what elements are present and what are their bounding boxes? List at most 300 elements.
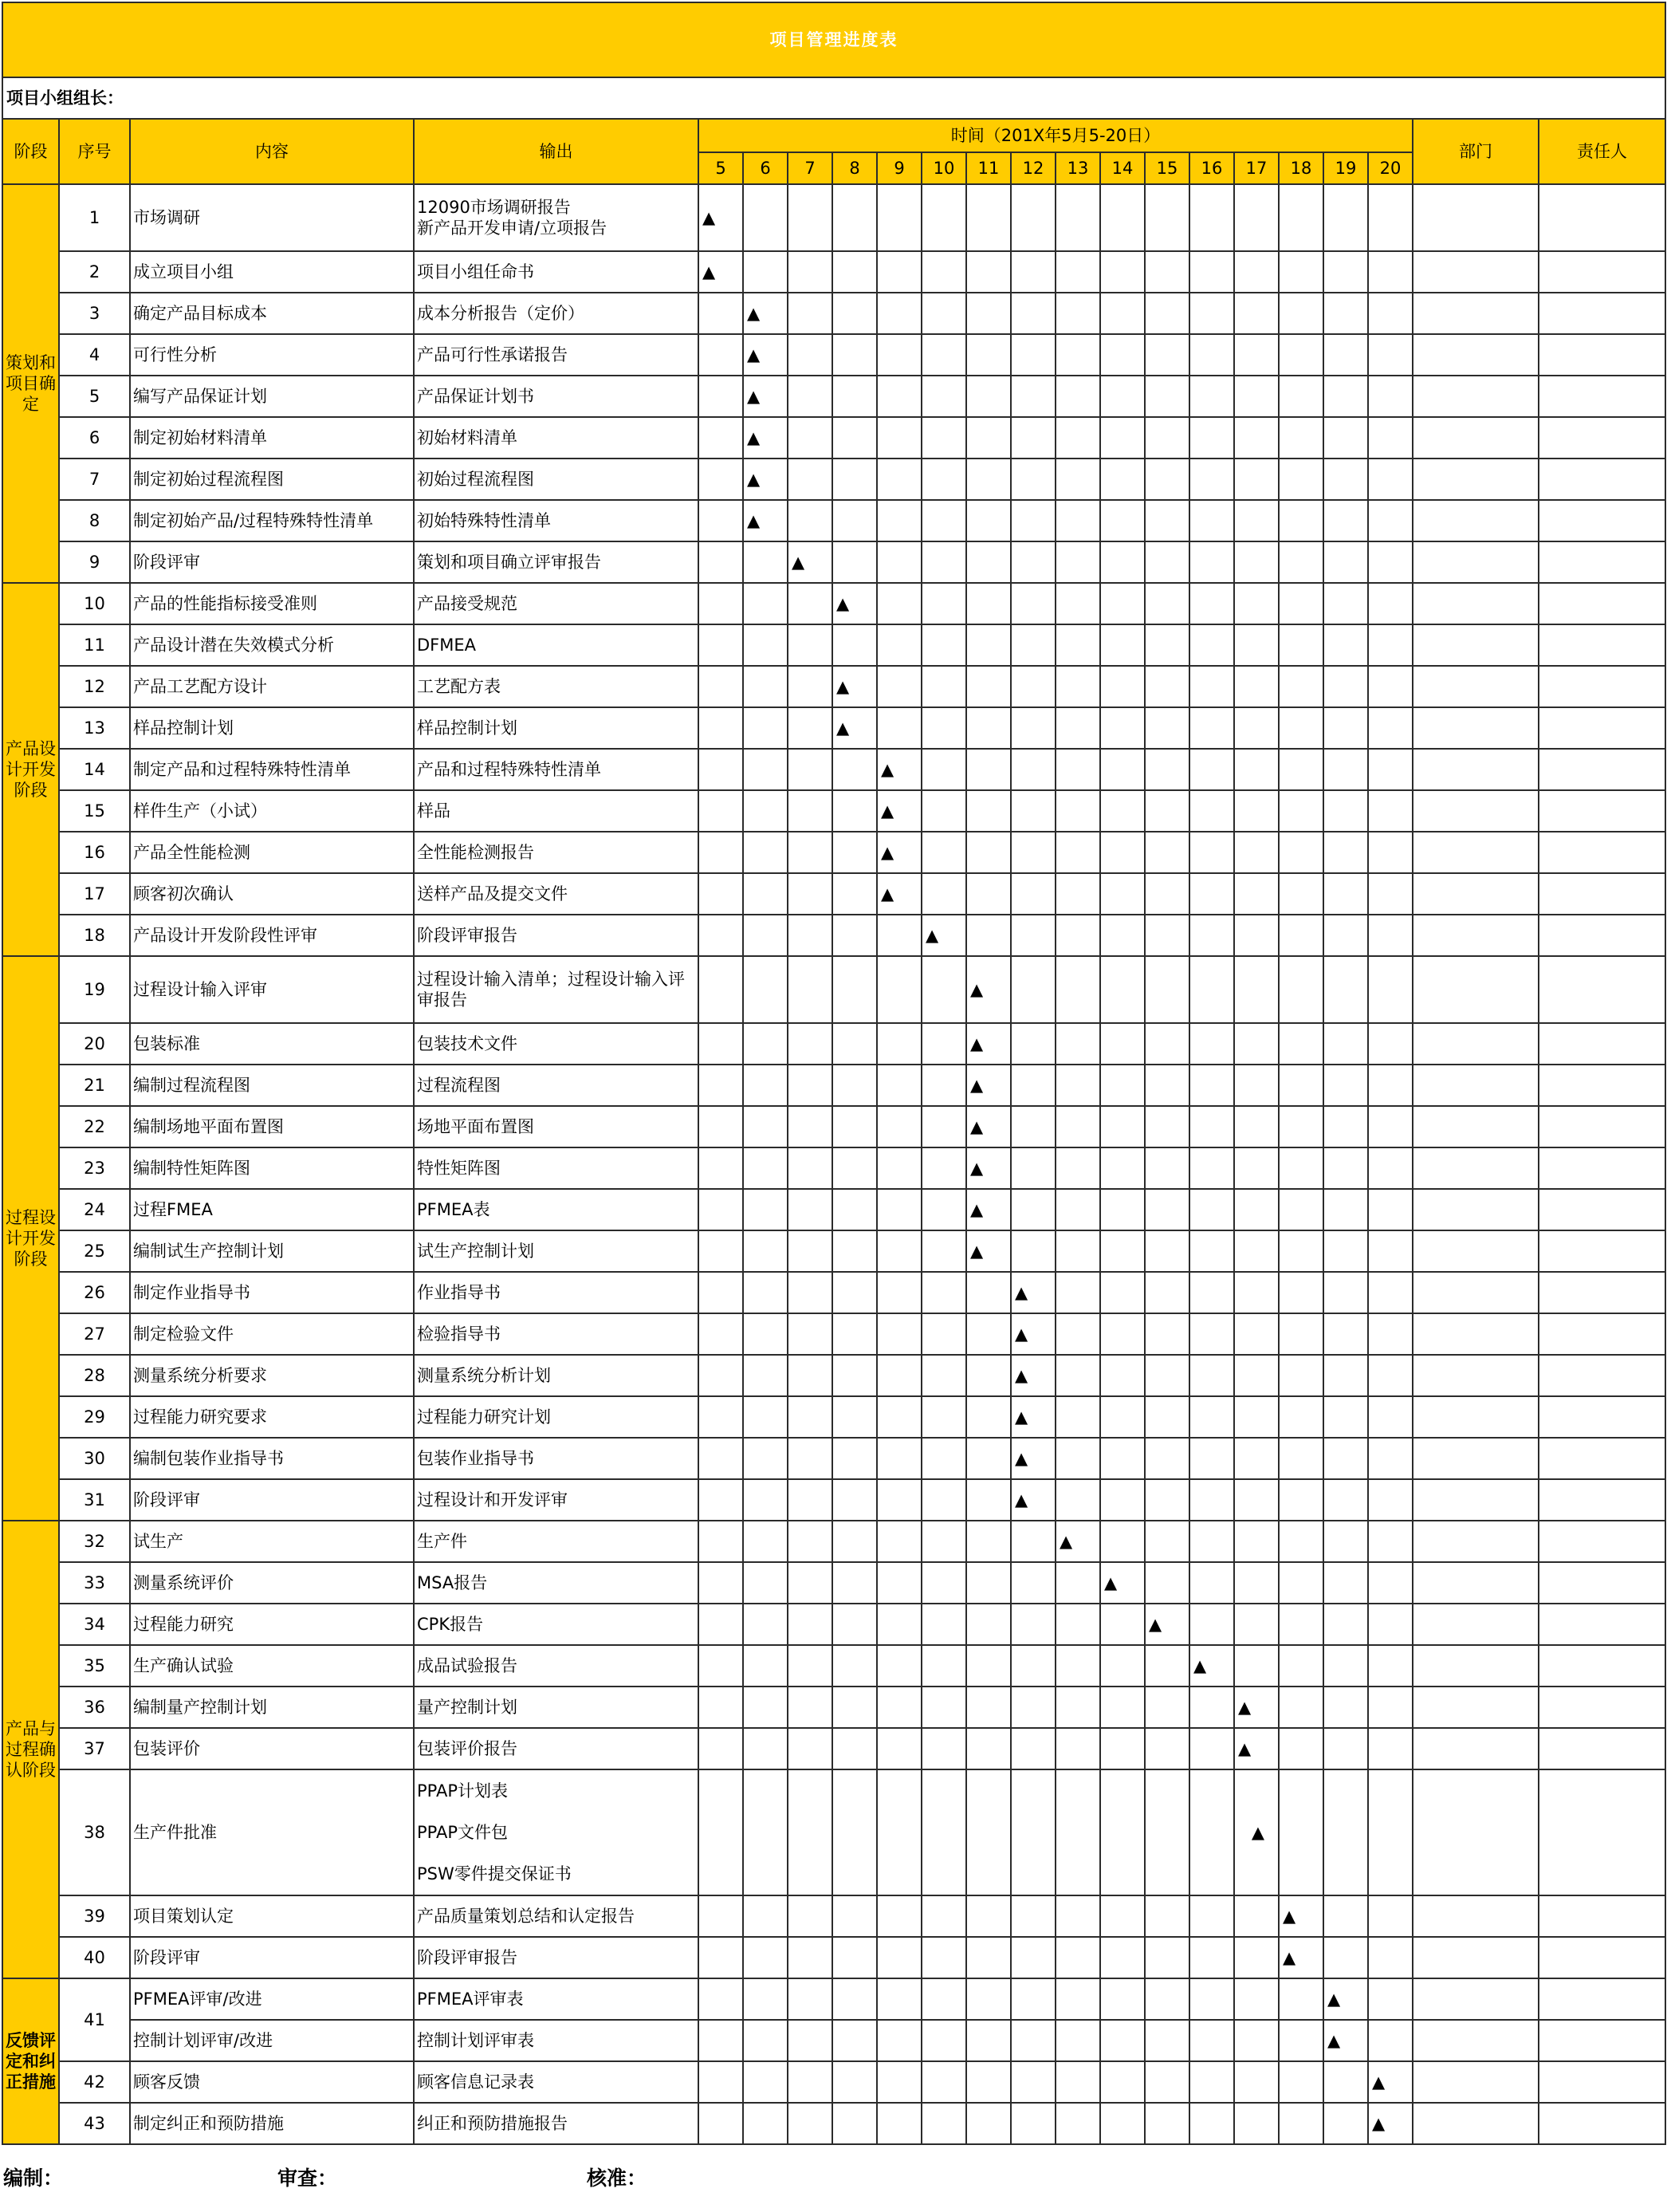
day-cell-19 xyxy=(1323,1645,1368,1687)
day-cell-5 xyxy=(698,459,743,500)
day-cell-12 xyxy=(1011,1313,1056,1355)
dept-cell[interactable] xyxy=(1413,1065,1539,1106)
owner-cell[interactable] xyxy=(1539,790,1665,832)
task-number: 18 xyxy=(59,915,130,956)
dept-cell[interactable] xyxy=(1413,1604,1539,1645)
day-cell-8 xyxy=(832,1895,877,1937)
day-cell-5 xyxy=(698,1521,743,1562)
table-row xyxy=(2,1313,1665,1355)
table-row xyxy=(2,707,1665,749)
day-cell-14 xyxy=(1100,749,1145,790)
owner-cell[interactable] xyxy=(1539,500,1665,541)
day-cell-12 xyxy=(1011,1355,1056,1396)
day-cell-11 xyxy=(966,541,1011,583)
task-output: 顾客信息记录表 xyxy=(414,2061,698,2103)
day-cell-16 xyxy=(1189,1065,1234,1106)
day-cell-9 xyxy=(877,184,922,251)
day-cell-16 xyxy=(1189,251,1234,293)
day-cell-13 xyxy=(1056,624,1100,666)
task-output: DFMEA xyxy=(414,624,698,666)
day-cell-9 xyxy=(877,1562,922,1604)
day-cell-18 xyxy=(1279,1769,1323,1895)
table-row xyxy=(2,1978,1665,2020)
owner-cell[interactable] xyxy=(1539,1521,1665,1562)
owner-cell[interactable] xyxy=(1539,1562,1665,1604)
owner-cell[interactable] xyxy=(1539,707,1665,749)
day-cell-14 xyxy=(1100,666,1145,707)
day-cell-15 xyxy=(1145,1023,1189,1065)
dept-cell[interactable] xyxy=(1413,1147,1539,1189)
day-cell-14 xyxy=(1100,1313,1145,1355)
day-cell-7 xyxy=(788,2103,832,2144)
owner-cell[interactable] xyxy=(1539,1978,1665,2020)
milestone-marker: ▲ xyxy=(1372,2072,1386,2092)
day-cell-15 xyxy=(1145,707,1189,749)
owner-cell[interactable] xyxy=(1539,334,1665,376)
task-content: 编制包装作业指导书 xyxy=(130,1438,414,1479)
day-cell-15 xyxy=(1145,1438,1189,1479)
day-cell-13 xyxy=(1056,583,1100,624)
dept-cell[interactable] xyxy=(1413,790,1539,832)
day-cell-13 xyxy=(1056,1479,1100,1521)
task-number: 20 xyxy=(59,1023,130,1065)
owner-cell[interactable] xyxy=(1539,541,1665,583)
dept-cell[interactable] xyxy=(1413,500,1539,541)
day-cell-18 xyxy=(1279,915,1323,956)
dept-cell[interactable] xyxy=(1413,832,1539,873)
dept-cell[interactable] xyxy=(1413,1479,1539,1521)
milestone-marker: ▲ xyxy=(747,510,761,530)
owner-cell[interactable] xyxy=(1539,1769,1665,1895)
task-content: 试生产 xyxy=(130,1521,414,1562)
task-content: 编写产品保证计划 xyxy=(130,376,414,417)
task-number: 4 xyxy=(59,334,130,376)
day-cell-14 xyxy=(1100,1023,1145,1065)
day-cell-7 xyxy=(788,1147,832,1189)
dept-cell[interactable] xyxy=(1413,915,1539,956)
day-cell-7 xyxy=(788,1687,832,1728)
day-cell-11 xyxy=(966,583,1011,624)
day-cell-12 xyxy=(1011,1645,1056,1687)
day-cell-15 xyxy=(1145,541,1189,583)
task-number: 30 xyxy=(59,1438,130,1479)
dept-cell[interactable] xyxy=(1413,1023,1539,1065)
day-cell-12 xyxy=(1011,873,1056,915)
day-cell-15 xyxy=(1145,1687,1189,1728)
dept-cell[interactable] xyxy=(1413,1978,1539,2020)
day-cell-9 xyxy=(877,541,922,583)
dept-cell[interactable] xyxy=(1413,1313,1539,1355)
day-cell-13 xyxy=(1056,1604,1100,1645)
day-header-11: 11 xyxy=(966,152,1011,184)
task-content: 制定初始过程流程图 xyxy=(130,459,414,500)
day-cell-5 xyxy=(698,790,743,832)
task-output xyxy=(414,1769,698,1895)
dept-cell[interactable] xyxy=(1413,376,1539,417)
day-cell-17 xyxy=(1234,790,1279,832)
day-cell-15 xyxy=(1145,1147,1189,1189)
day-cell-10 xyxy=(922,707,966,749)
day-cell-14 xyxy=(1100,915,1145,956)
day-cell-8 xyxy=(832,832,877,873)
day-cell-6 xyxy=(743,1189,788,1230)
day-cell-7 xyxy=(788,293,832,334)
day-cell-14 xyxy=(1100,251,1145,293)
day-cell-12 xyxy=(1011,1604,1056,1645)
day-cell-14 xyxy=(1100,1769,1145,1895)
dept-cell[interactable] xyxy=(1413,749,1539,790)
table-row xyxy=(2,1937,1665,1978)
owner-cell[interactable] xyxy=(1539,873,1665,915)
day-cell-8 xyxy=(832,749,877,790)
day-cell-5 xyxy=(698,376,743,417)
owner-cell[interactable] xyxy=(1539,1106,1665,1147)
day-cell-7 xyxy=(788,707,832,749)
day-cell-8 xyxy=(832,1438,877,1479)
day-cell-10 xyxy=(922,1937,966,1978)
day-cell-6 xyxy=(743,184,788,251)
day-cell-5 xyxy=(698,334,743,376)
dept-cell[interactable] xyxy=(1413,2020,1539,2061)
day-cell-10 xyxy=(922,184,966,251)
table-row xyxy=(2,500,1665,541)
day-cell-12 xyxy=(1011,1728,1056,1769)
milestone-marker: ▲ xyxy=(747,469,761,489)
day-cell-19 xyxy=(1323,417,1368,459)
dept-cell[interactable] xyxy=(1413,1937,1539,1978)
dept-cell[interactable] xyxy=(1413,1355,1539,1396)
owner-cell[interactable] xyxy=(1539,749,1665,790)
owner-cell[interactable] xyxy=(1539,1728,1665,1769)
dept-cell[interactable] xyxy=(1413,334,1539,376)
owner-cell[interactable] xyxy=(1539,915,1665,956)
owner-cell[interactable] xyxy=(1539,832,1665,873)
milestone-marker: ▲ xyxy=(1015,1365,1028,1385)
dept-cell[interactable] xyxy=(1413,2061,1539,2103)
owner-cell[interactable] xyxy=(1539,956,1665,1023)
day-cell-18 xyxy=(1279,184,1323,251)
day-cell-16 xyxy=(1189,541,1234,583)
dept-cell[interactable] xyxy=(1413,1106,1539,1147)
day-cell-18 xyxy=(1279,1687,1323,1728)
dept-cell[interactable] xyxy=(1413,1562,1539,1604)
owner-cell[interactable] xyxy=(1539,376,1665,417)
day-cell-20 xyxy=(1368,1769,1413,1895)
day-cell-13 xyxy=(1056,2103,1100,2144)
day-cell-11 xyxy=(966,666,1011,707)
day-cell-10 xyxy=(922,500,966,541)
owner-cell[interactable] xyxy=(1539,251,1665,293)
day-cell-19 xyxy=(1323,749,1368,790)
day-cell-12 xyxy=(1011,666,1056,707)
day-cell-9 xyxy=(877,624,922,666)
dept-cell[interactable] xyxy=(1413,417,1539,459)
day-cell-17 xyxy=(1234,1147,1279,1189)
owner-cell[interactable] xyxy=(1539,1937,1665,1978)
day-cell-19 xyxy=(1323,2103,1368,2144)
day-cell-10 xyxy=(922,1230,966,1272)
dept-cell[interactable] xyxy=(1413,251,1539,293)
dept-cell[interactable] xyxy=(1413,1769,1539,1895)
day-cell-5 xyxy=(698,873,743,915)
table-row xyxy=(2,293,1665,334)
dept-cell[interactable] xyxy=(1413,293,1539,334)
table-row xyxy=(2,1645,1665,1687)
day-cell-20 xyxy=(1368,873,1413,915)
day-cell-8 xyxy=(832,2061,877,2103)
task-content: 制定作业指导书 xyxy=(130,1272,414,1313)
day-cell-10 xyxy=(922,293,966,334)
task-output: 项目小组任命书 xyxy=(414,251,698,293)
dept-cell[interactable] xyxy=(1413,956,1539,1023)
day-cell-9 xyxy=(877,459,922,500)
task-output: 成品试验报告 xyxy=(414,1645,698,1687)
day-cell-5 xyxy=(698,1106,743,1147)
day-cell-12 xyxy=(1011,334,1056,376)
day-cell-7 xyxy=(788,376,832,417)
day-cell-9 xyxy=(877,1604,922,1645)
day-cell-7 xyxy=(788,1189,832,1230)
dept-cell[interactable] xyxy=(1413,707,1539,749)
day-cell-19 xyxy=(1323,1065,1368,1106)
task-output: 送样产品及提交文件 xyxy=(414,873,698,915)
day-cell-12 xyxy=(1011,293,1056,334)
day-cell-14 xyxy=(1100,624,1145,666)
day-cell-5 xyxy=(698,583,743,624)
day-cell-6 xyxy=(743,376,788,417)
day-cell-8 xyxy=(832,1355,877,1396)
task-number: 32 xyxy=(59,1521,130,1562)
group-leader-label: 项目小组组长： xyxy=(2,77,1665,119)
day-cell-11 xyxy=(966,1272,1011,1313)
owner-cell[interactable] xyxy=(1539,293,1665,334)
day-cell-9 xyxy=(877,583,922,624)
day-cell-17 xyxy=(1234,1023,1279,1065)
milestone-marker: ▲ xyxy=(747,303,761,323)
dept-cell[interactable] xyxy=(1413,1645,1539,1687)
day-cell-8 xyxy=(832,251,877,293)
day-cell-12 xyxy=(1011,1895,1056,1937)
day-cell-13 xyxy=(1056,1937,1100,1978)
day-cell-11 xyxy=(966,459,1011,500)
table-row xyxy=(2,915,1665,956)
day-cell-18 xyxy=(1279,873,1323,915)
day-cell-17 xyxy=(1234,1438,1279,1479)
day-cell-7 xyxy=(788,956,832,1023)
day-cell-11 xyxy=(966,1438,1011,1479)
owner-cell[interactable] xyxy=(1539,459,1665,500)
dept-cell[interactable] xyxy=(1413,1895,1539,1937)
day-cell-7 xyxy=(788,583,832,624)
day-cell-8 xyxy=(832,1189,877,1230)
day-cell-18 xyxy=(1279,749,1323,790)
owner-cell[interactable] xyxy=(1539,1479,1665,1521)
dept-cell[interactable] xyxy=(1413,459,1539,500)
day-cell-9 xyxy=(877,1065,922,1106)
day-cell-6 xyxy=(743,1728,788,1769)
day-cell-19 xyxy=(1323,1396,1368,1438)
day-cell-19 xyxy=(1323,1023,1368,1065)
header-owner: 责任人 xyxy=(1539,119,1665,184)
dept-cell[interactable] xyxy=(1413,624,1539,666)
header-seq: 序号 xyxy=(59,119,130,184)
owner-cell[interactable] xyxy=(1539,184,1665,251)
day-cell-10 xyxy=(922,376,966,417)
day-cell-7 xyxy=(788,2061,832,2103)
day-cell-8 xyxy=(832,873,877,915)
task-content: 制定初始产品/过程特殊特性清单 xyxy=(130,500,414,541)
task-number: 34 xyxy=(59,1604,130,1645)
header-dept: 部门 xyxy=(1413,119,1539,184)
task-number: 12 xyxy=(59,666,130,707)
owner-cell[interactable] xyxy=(1539,1272,1665,1313)
day-cell-18 xyxy=(1279,1023,1323,1065)
day-cell-16 xyxy=(1189,1645,1234,1687)
day-cell-18 xyxy=(1279,1978,1323,2020)
owner-cell[interactable] xyxy=(1539,1355,1665,1396)
day-cell-7 xyxy=(788,1272,832,1313)
day-cell-11 xyxy=(966,1604,1011,1645)
owner-cell[interactable] xyxy=(1539,583,1665,624)
owner-cell[interactable] xyxy=(1539,1313,1665,1355)
task-content: 编制试生产控制计划 xyxy=(130,1230,414,1272)
day-cell-12 xyxy=(1011,1521,1056,1562)
day-cell-12 xyxy=(1011,1479,1056,1521)
day-cell-12 xyxy=(1011,1272,1056,1313)
day-cell-19 xyxy=(1323,541,1368,583)
day-cell-17 xyxy=(1234,1230,1279,1272)
day-cell-16 xyxy=(1189,873,1234,915)
day-cell-6 xyxy=(743,1272,788,1313)
owner-cell[interactable] xyxy=(1539,1065,1665,1106)
task-number: 7 xyxy=(59,459,130,500)
table-row xyxy=(2,1604,1665,1645)
owner-cell[interactable] xyxy=(1539,417,1665,459)
owner-cell[interactable] xyxy=(1539,1604,1665,1645)
day-cell-12 xyxy=(1011,832,1056,873)
day-cell-13 xyxy=(1056,1023,1100,1065)
day-cell-13 xyxy=(1056,459,1100,500)
owner-cell[interactable] xyxy=(1539,1189,1665,1230)
day-cell-15 xyxy=(1145,1313,1189,1355)
dept-cell[interactable] xyxy=(1413,2103,1539,2144)
day-cell-17 xyxy=(1234,251,1279,293)
day-cell-13 xyxy=(1056,1728,1100,1769)
owner-cell[interactable] xyxy=(1539,666,1665,707)
owner-cell[interactable] xyxy=(1539,1687,1665,1728)
dept-cell[interactable] xyxy=(1413,1728,1539,1769)
task-output: 量产控制计划 xyxy=(414,1687,698,1728)
dept-cell[interactable] xyxy=(1413,1189,1539,1230)
milestone-marker: ▲ xyxy=(970,1158,984,1178)
day-cell-7 xyxy=(788,624,832,666)
day-cell-16 xyxy=(1189,1769,1234,1895)
day-cell-19 xyxy=(1323,790,1368,832)
day-cell-10 xyxy=(922,541,966,583)
day-cell-9 xyxy=(877,749,922,790)
owner-cell[interactable] xyxy=(1539,1645,1665,1687)
task-output: 样品 xyxy=(414,790,698,832)
day-cell-10 xyxy=(922,2061,966,2103)
day-cell-5 xyxy=(698,624,743,666)
day-cell-9 xyxy=(877,1023,922,1065)
dept-cell[interactable] xyxy=(1413,1521,1539,1562)
task-output: 包装作业指导书 xyxy=(414,1438,698,1479)
task-output: 特性矩阵图 xyxy=(414,1147,698,1189)
owner-cell[interactable] xyxy=(1539,2061,1665,2103)
dept-cell[interactable] xyxy=(1413,1438,1539,1479)
dept-cell[interactable] xyxy=(1413,1230,1539,1272)
milestone-marker: ▲ xyxy=(1015,1448,1028,1468)
owner-cell[interactable] xyxy=(1539,1023,1665,1065)
dept-cell[interactable] xyxy=(1413,873,1539,915)
owner-cell[interactable] xyxy=(1539,1438,1665,1479)
day-cell-16 xyxy=(1189,956,1234,1023)
day-cell-13 xyxy=(1056,500,1100,541)
day-cell-7 xyxy=(788,541,832,583)
day-cell-20 xyxy=(1368,2061,1413,2103)
day-cell-13 xyxy=(1056,666,1100,707)
owner-cell[interactable] xyxy=(1539,1895,1665,1937)
owner-cell[interactable] xyxy=(1539,2020,1665,2061)
day-cell-7 xyxy=(788,500,832,541)
day-cell-13 xyxy=(1056,749,1100,790)
day-cell-18 xyxy=(1279,583,1323,624)
dept-cell[interactable] xyxy=(1413,1396,1539,1438)
task-number: 17 xyxy=(59,873,130,915)
dept-cell[interactable] xyxy=(1413,184,1539,251)
day-cell-20 xyxy=(1368,956,1413,1023)
task-number: 40 xyxy=(59,1937,130,1978)
owner-cell[interactable] xyxy=(1539,2103,1665,2144)
milestone-marker: ▲ xyxy=(1238,1738,1252,1758)
day-cell-8 xyxy=(832,1562,877,1604)
day-cell-12 xyxy=(1011,1023,1056,1065)
owner-cell[interactable] xyxy=(1539,1230,1665,1272)
dept-cell[interactable] xyxy=(1413,541,1539,583)
day-cell-17 xyxy=(1234,1895,1279,1937)
day-cell-18 xyxy=(1279,251,1323,293)
task-content: 样件生产（小试） xyxy=(130,790,414,832)
dept-cell[interactable] xyxy=(1413,583,1539,624)
day-cell-15 xyxy=(1145,1272,1189,1313)
day-cell-9 xyxy=(877,1645,922,1687)
task-number: 37 xyxy=(59,1728,130,1769)
owner-cell[interactable] xyxy=(1539,1396,1665,1438)
dept-cell[interactable] xyxy=(1413,666,1539,707)
day-cell-10 xyxy=(922,1769,966,1895)
day-cell-20 xyxy=(1368,293,1413,334)
task-output: 过程能力研究计划 xyxy=(414,1396,698,1438)
dept-cell[interactable] xyxy=(1413,1272,1539,1313)
dept-cell[interactable] xyxy=(1413,1687,1539,1728)
day-cell-8 xyxy=(832,2103,877,2144)
day-cell-10 xyxy=(922,1479,966,1521)
day-cell-20 xyxy=(1368,1355,1413,1396)
milestone-marker: ▲ xyxy=(1015,1490,1028,1509)
day-cell-18 xyxy=(1279,1065,1323,1106)
day-cell-17 xyxy=(1234,1065,1279,1106)
milestone-marker: ▲ xyxy=(970,1116,984,1136)
task-number: 6 xyxy=(59,417,130,459)
owner-cell[interactable] xyxy=(1539,624,1665,666)
owner-cell[interactable] xyxy=(1539,1147,1665,1189)
day-cell-14 xyxy=(1100,956,1145,1023)
day-cell-8 xyxy=(832,1687,877,1728)
day-cell-11 xyxy=(966,293,1011,334)
day-cell-12 xyxy=(1011,2061,1056,2103)
task-output: 产品和过程特殊特性清单 xyxy=(414,749,698,790)
